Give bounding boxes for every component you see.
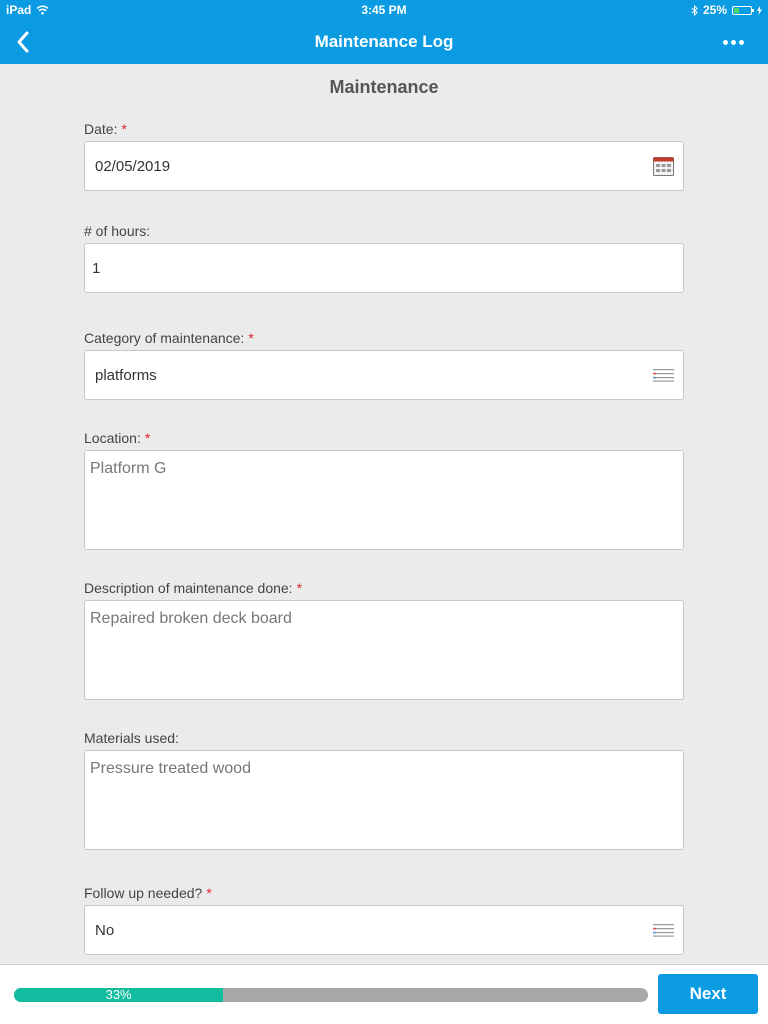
progress-label: 33% [105,988,132,1002]
date-field[interactable] [84,141,684,191]
description-textarea[interactable] [84,600,684,700]
category-value: platforms [95,367,157,384]
location-label [84,430,150,446]
list-icon [653,923,674,937]
materials-value: Pressure treated wood [90,760,251,777]
date-value: 02/05/2019 [95,158,171,175]
description-value: Repaired broken deck board [90,610,292,627]
nav-bar [0,20,768,64]
battery-icon [732,6,752,15]
required-marker: * [206,885,212,901]
progress-bar [14,988,648,1002]
calendar-icon[interactable] [653,156,674,176]
follow-up-label [84,885,212,901]
hours-label [84,223,150,239]
required-marker: * [296,580,303,596]
battery-percent: 25% [702,3,727,17]
hours-label-text: # of hours: [84,223,151,239]
list-icon [653,368,674,382]
hours-input[interactable] [84,243,684,293]
date-label [84,121,127,137]
location-value: Platform G [90,460,167,477]
footer [0,964,768,1024]
next-button[interactable]: Next [658,974,758,1014]
date-label-text: Date: [84,121,118,137]
category-label [84,330,254,346]
follow-up-label-text: Follow up needed? [84,885,203,901]
follow-up-select[interactable] [84,905,684,955]
page-title: Maintenance Log [314,32,454,51]
category-label-text: Category of maintenance: [84,330,245,346]
charging-icon [757,6,762,15]
status-bar [0,0,768,20]
device-name: iPad [6,3,32,17]
materials-label-text: Materials used: [84,730,179,746]
hours-value: 1 [92,260,101,277]
follow-up-value: No [95,922,115,939]
description-label-text: Description of maintenance done: [84,580,293,596]
location-textarea[interactable] [84,450,684,550]
bluetooth-icon [691,5,698,16]
more-icon-dot [739,40,744,45]
more-button[interactable] [718,30,748,54]
more-icon-dot [731,40,736,45]
status-time: 3:45 PM [361,3,407,17]
more-icon-dot [723,40,728,45]
required-marker: * [248,330,254,346]
category-select[interactable] [84,350,684,400]
required-marker: * [121,121,127,137]
required-marker: * [144,430,151,446]
description-label [84,580,302,596]
status-right [691,3,762,17]
materials-label [84,730,179,746]
section-title: Maintenance [329,77,439,97]
materials-textarea[interactable] [84,750,684,850]
location-label-text: Location: [84,430,141,446]
